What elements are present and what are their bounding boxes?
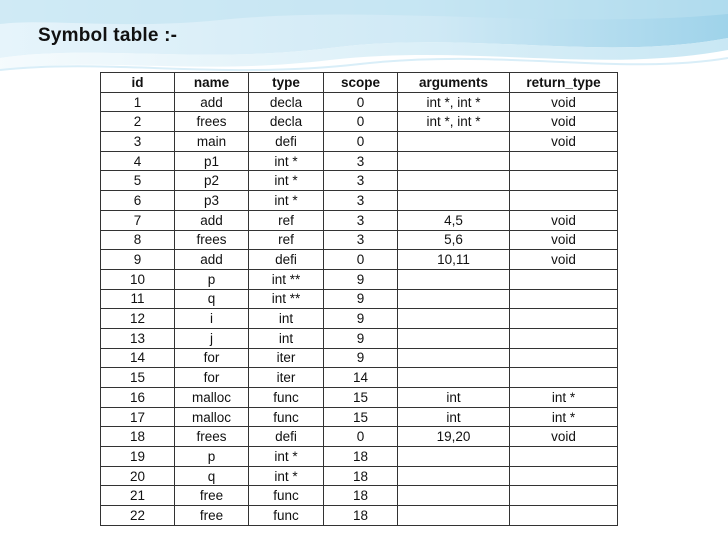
cell-name: q (175, 466, 249, 486)
cell-name: add (175, 92, 249, 112)
cell-arguments (398, 466, 510, 486)
cell-name: free (175, 486, 249, 506)
symbol-table (100, 72, 618, 526)
cell-arguments: 10,11 (398, 250, 510, 270)
cell-name: for (175, 348, 249, 368)
cell-return-type (510, 328, 618, 348)
cell-id: 19 (101, 447, 175, 467)
cell-id: 10 (101, 269, 175, 289)
table-header-row (101, 73, 618, 93)
table-row (101, 191, 618, 211)
cell-arguments (398, 486, 510, 506)
cell-type: int * (249, 191, 324, 211)
cell-type: decla (249, 92, 324, 112)
cell-type: func (249, 407, 324, 427)
cell-type: int ** (249, 289, 324, 309)
table-row (101, 250, 618, 270)
cell-name: q (175, 289, 249, 309)
cell-scope: 18 (324, 447, 398, 467)
cell-arguments (398, 151, 510, 171)
cell-return-type (510, 151, 618, 171)
cell-arguments (398, 447, 510, 467)
cell-type: int * (249, 466, 324, 486)
table-row (101, 269, 618, 289)
cell-id: 20 (101, 466, 175, 486)
table-row (101, 328, 618, 348)
cell-scope: 0 (324, 92, 398, 112)
cell-scope: 3 (324, 171, 398, 191)
cell-scope: 3 (324, 151, 398, 171)
cell-scope: 14 (324, 368, 398, 388)
cell-id: 12 (101, 309, 175, 329)
cell-name: j (175, 328, 249, 348)
cell-return-type: void (510, 230, 618, 250)
cell-id: 7 (101, 210, 175, 230)
cell-return-type (510, 309, 618, 329)
table-row (101, 112, 618, 132)
cell-type: func (249, 486, 324, 506)
cell-type: int * (249, 447, 324, 467)
cell-arguments (398, 289, 510, 309)
cell-id: 1 (101, 92, 175, 112)
table-row (101, 132, 618, 152)
cell-return-type: void (510, 250, 618, 270)
cell-type: defi (249, 250, 324, 270)
cell-name: frees (175, 112, 249, 132)
table-row (101, 447, 618, 467)
table-body (101, 92, 618, 525)
cell-type: defi (249, 427, 324, 447)
cell-return-type: void (510, 112, 618, 132)
cell-arguments: int (398, 407, 510, 427)
cell-return-type (510, 368, 618, 388)
cell-arguments (398, 368, 510, 388)
cell-arguments: int *, int * (398, 112, 510, 132)
cell-arguments (398, 171, 510, 191)
cell-arguments (398, 191, 510, 211)
cell-return-type: void (510, 132, 618, 152)
table-row (101, 309, 618, 329)
cell-arguments (398, 348, 510, 368)
table-row (101, 348, 618, 368)
cell-id: 16 (101, 388, 175, 408)
cell-id: 6 (101, 191, 175, 211)
cell-type: ref (249, 210, 324, 230)
cell-return-type (510, 506, 618, 526)
cell-name: main (175, 132, 249, 152)
column-header-arguments: arguments (398, 73, 510, 93)
cell-scope: 15 (324, 388, 398, 408)
cell-return-type (510, 191, 618, 211)
table-row (101, 407, 618, 427)
cell-type: int ** (249, 269, 324, 289)
cell-return-type (510, 348, 618, 368)
cell-arguments (398, 132, 510, 152)
cell-scope: 18 (324, 466, 398, 486)
column-header-return-type: return_type (510, 73, 618, 93)
cell-name: p (175, 269, 249, 289)
column-header-scope: scope (324, 73, 398, 93)
cell-id: 8 (101, 230, 175, 250)
column-header-id: id (101, 73, 175, 93)
cell-scope: 3 (324, 230, 398, 250)
cell-scope: 3 (324, 210, 398, 230)
cell-return-type (510, 486, 618, 506)
cell-arguments (398, 506, 510, 526)
cell-id: 17 (101, 407, 175, 427)
cell-scope: 0 (324, 132, 398, 152)
table-row (101, 210, 618, 230)
cell-scope: 0 (324, 427, 398, 447)
cell-name: add (175, 250, 249, 270)
cell-type: func (249, 506, 324, 526)
cell-name: malloc (175, 388, 249, 408)
cell-name: p (175, 447, 249, 467)
cell-return-type (510, 171, 618, 191)
cell-id: 14 (101, 348, 175, 368)
table-row (101, 151, 618, 171)
cell-type: decla (249, 112, 324, 132)
cell-arguments: 4,5 (398, 210, 510, 230)
column-header-name: name (175, 73, 249, 93)
cell-name: for (175, 368, 249, 388)
cell-return-type: void (510, 427, 618, 447)
cell-name: p2 (175, 171, 249, 191)
cell-arguments: int *, int * (398, 92, 510, 112)
cell-arguments: 5,6 (398, 230, 510, 250)
cell-type: iter (249, 368, 324, 388)
cell-scope: 9 (324, 289, 398, 309)
cell-id: 13 (101, 328, 175, 348)
cell-name: frees (175, 230, 249, 250)
slide-title: Symbol table :- (38, 25, 178, 46)
cell-scope: 3 (324, 191, 398, 211)
column-header-type: type (249, 73, 324, 93)
cell-arguments: int (398, 388, 510, 408)
table-row (101, 171, 618, 191)
table-row (101, 92, 618, 112)
cell-arguments (398, 269, 510, 289)
cell-return-type: void (510, 210, 618, 230)
cell-id: 22 (101, 506, 175, 526)
cell-type: int * (249, 151, 324, 171)
cell-id: 18 (101, 427, 175, 447)
cell-return-type: int * (510, 388, 618, 408)
cell-id: 9 (101, 250, 175, 270)
cell-scope: 9 (324, 309, 398, 329)
cell-return-type (510, 289, 618, 309)
cell-scope: 9 (324, 328, 398, 348)
cell-name: p1 (175, 151, 249, 171)
cell-scope: 0 (324, 250, 398, 270)
cell-arguments (398, 328, 510, 348)
cell-arguments: 19,20 (398, 427, 510, 447)
cell-scope: 18 (324, 486, 398, 506)
cell-return-type (510, 466, 618, 486)
table-row (101, 506, 618, 526)
cell-id: 11 (101, 289, 175, 309)
cell-type: defi (249, 132, 324, 152)
cell-scope: 9 (324, 348, 398, 368)
cell-id: 3 (101, 132, 175, 152)
table-row (101, 427, 618, 447)
cell-type: int (249, 328, 324, 348)
cell-return-type (510, 269, 618, 289)
cell-scope: 9 (324, 269, 398, 289)
table-row (101, 388, 618, 408)
cell-arguments (398, 309, 510, 329)
cell-scope: 15 (324, 407, 398, 427)
cell-scope: 18 (324, 506, 398, 526)
cell-name: malloc (175, 407, 249, 427)
cell-id: 15 (101, 368, 175, 388)
cell-type: iter (249, 348, 324, 368)
cell-scope: 0 (324, 112, 398, 132)
table-row (101, 230, 618, 250)
cell-name: frees (175, 427, 249, 447)
cell-type: func (249, 388, 324, 408)
cell-id: 2 (101, 112, 175, 132)
cell-return-type: void (510, 92, 618, 112)
table-row (101, 368, 618, 388)
table-row (101, 289, 618, 309)
cell-id: 21 (101, 486, 175, 506)
cell-id: 5 (101, 171, 175, 191)
cell-id: 4 (101, 151, 175, 171)
cell-name: i (175, 309, 249, 329)
table-row (101, 486, 618, 506)
cell-type: int (249, 309, 324, 329)
cell-return-type: int * (510, 407, 618, 427)
cell-type: int * (249, 171, 324, 191)
cell-name: p3 (175, 191, 249, 211)
cell-return-type (510, 447, 618, 467)
cell-name: add (175, 210, 249, 230)
cell-name: free (175, 506, 249, 526)
table-row (101, 466, 618, 486)
cell-type: ref (249, 230, 324, 250)
